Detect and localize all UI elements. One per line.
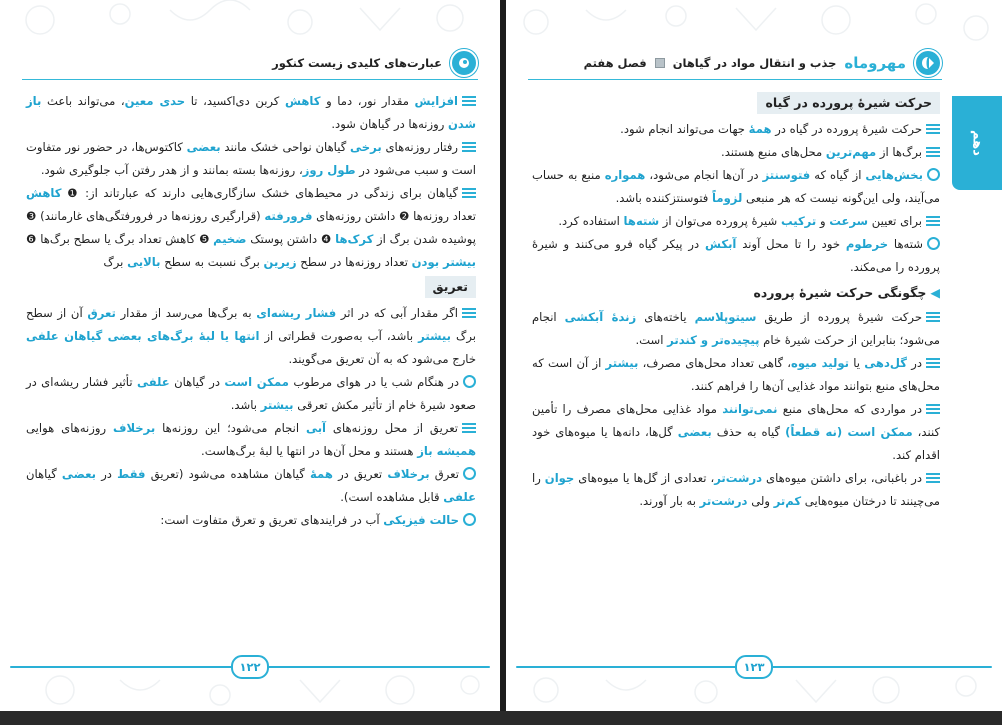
bullet-paragraph: رفتار روزنه‌های برخی گیاهان نواحی خشک مانند بعضی کاکتوس‌ها، در حضور نور متفاوت است و سبب می‌شود در طول روز، روزنه‌ها بسته بمانند و از هدر رفتن آب جلوگیری شود. (26, 140, 476, 177)
bullet-paragraph: در مواردی که محل‌های منبع نمی‌توانند مواد غذایی محل‌های مصرف را تأمین کنند، ممکن است (نه قطعاً) گیاه به حذف بعضی گل‌ها، دانه‌ها یا میوه‌های خود اقدام کند. (532, 402, 940, 462)
separator-square-icon (655, 58, 665, 68)
lines-bullet-icon (462, 423, 476, 433)
bullet-paragraph: اگر مقدار آبی که در اثر فشار ریشه‌ای به برگ‌ها می‌رسد از مقدار تعرق آن از سطح برگ بیشتر باشد، آب به‌صورت قطراتی از انتها یا لبهٔ برگ‌های بعضی گیاهان علفی خارج می‌شود که به آن تعریق می‌گویند. (26, 306, 476, 366)
highlight-term: فرورفته (264, 209, 313, 223)
highlight-term: سیتوپلاسم (694, 310, 757, 324)
bullet-paragraph: حرکت شیرهٔ پرورده از طریق سیتوپلاسم یاخته‌های زندهٔ آبکشی انجام می‌شود؛ بنابراین از حرکت شیرهٔ خام پیچیده‌تر و کندتر است. (532, 310, 940, 347)
highlight-term: لزوماً (712, 191, 743, 205)
highlight-term: علفی (136, 375, 170, 389)
highlight-term: بیشتر (605, 356, 639, 370)
header-rule (528, 79, 942, 80)
highlight-term: مهم‌ترین (825, 145, 877, 159)
highlight-term: فقط (117, 467, 146, 481)
highlight-term: حالت فیزیکی (383, 513, 459, 527)
atom-bullet-icon (927, 168, 940, 181)
highlight-term: انتها یا لبهٔ برگ‌های بعضی گیاهان علفی (26, 329, 260, 343)
highlight-term: بالایی (127, 255, 161, 269)
highlight-term: بعضی (186, 140, 221, 154)
highlight-term: همهٔ (310, 467, 333, 481)
highlight-term: آبی (305, 421, 327, 435)
right-page-content (532, 90, 940, 513)
lines-bullet-icon (462, 308, 476, 318)
highlight-term: نمی‌توانند (722, 402, 778, 416)
highlight-term: افزایش (414, 94, 459, 108)
bullet-paragraph: تعریق از محل روزنه‌های آبی انجام می‌شود؛ این روزنه‌ها برخلاف روزنه‌های هوایی همیشه باز هستند و محل آن‌ها در انتها یا لبهٔ برگ‌هاست. (26, 421, 476, 458)
highlight-term: بعضی (677, 425, 712, 439)
right-header-title: جذب و انتقال مواد در گیاهان (672, 56, 837, 70)
bullet-paragraph: گیاهان برای زندگی در محیط‌های خشک سازگاری‌هایی دارند که عبارتاند از: ❶ کاهش تعداد روزنه‌ها ❷ داشتن روزنه‌های فرورفته (قرارگیری روزنه‌ها در فرورفتگی‌های غارمانند) ❸ پوشیده شدن برگ از کرک‌ها ❹ داشتن پوستک ضخیم ❺ کاهش تعداد برگ یا سطح برگ‌ها ❻ بیشتر بودن تعداد روزنه‌ها در سطح زیرین برگ نسبت به سطح بالایی برگ (26, 186, 476, 269)
page-number: ۱۲۲ (231, 655, 269, 679)
highlight-term: سرعت (829, 214, 869, 228)
highlight-term: ممکن است (224, 375, 289, 389)
atom-bullet-icon (463, 375, 476, 388)
atom-bullet-icon (927, 237, 940, 250)
highlight-term: باز شدن (26, 94, 476, 131)
highlight-term: برخی (350, 140, 382, 154)
highlight-term: ضخیم (213, 232, 247, 246)
left-page (0, 0, 500, 711)
bullet-paragraph: حرکت شیرهٔ پرورده در گیاه در همهٔ جهات می‌تواند انجام شود. (532, 118, 940, 141)
highlight-term: تولید میوه (790, 356, 849, 370)
atom-bullet-icon (463, 513, 476, 526)
highlight-term: پیچیده‌تر و کندتر (667, 333, 760, 347)
page-number: ۱۲۳ (735, 655, 773, 679)
lines-bullet-icon (462, 96, 476, 106)
highlight-term: درشت‌تر (714, 471, 763, 485)
highlight-term: گل‌دهی (864, 356, 908, 370)
highlight-term: همواره (604, 168, 646, 182)
grade-side-tab-label: دهم (969, 130, 985, 156)
lines-bullet-icon (926, 147, 940, 157)
highlight-term: همیشه باز (417, 444, 476, 458)
brand-name: مهروماه (844, 54, 906, 72)
left-page-footer (10, 655, 490, 677)
brand-logo-icon (914, 49, 942, 77)
atom-bullet-icon (463, 467, 476, 480)
highlight-term: کرک‌ها (335, 232, 374, 246)
highlight-term: بیشتر بودن (411, 255, 476, 269)
highlight-term: ممکن است (نه قطعاً) (785, 425, 913, 439)
left-page-content (26, 90, 476, 532)
highlight-term: آبکش (704, 237, 737, 251)
bullet-paragraph: در باغبانی، برای داشتن میوه‌های درشت‌تر، تعدادی از گل‌ها یا میوه‌های جوان را می‌چینند تا درختان میوه‌هایی کم‌تر ولی درشت‌تر به بار آورند. (532, 471, 940, 508)
lines-bullet-icon (926, 216, 940, 226)
lines-bullet-icon (926, 404, 940, 414)
highlight-term: ترکیب (780, 214, 817, 228)
lines-bullet-icon (926, 473, 940, 483)
bullet-paragraph: برگ‌ها از مهم‌ترین محل‌های منبع هستند. (532, 141, 940, 164)
note-paragraph: حالت فیزیکی آب در فرایندهای تعریق و تعرق متفاوت است: (26, 509, 476, 532)
left-page-header (22, 46, 478, 80)
highlight-term: بیشتر (260, 398, 294, 412)
bullet-paragraph: در گل‌دهی یا تولید میوه، گاهی تعداد محل‌های مصرف، بیشتر از آن است که محل‌های منبع بتوانند مواد غذایی آن‌ها را فراهم کنند. (532, 356, 940, 393)
highlight-term: شته‌ها (623, 214, 660, 228)
note-paragraph: شته‌ها خرطوم خود را تا محل آوند آبکش در پیکر گیاه فرو می‌کنند و شیرهٔ پرورده را می‌مکند. (532, 237, 940, 274)
chapter-logo-icon (450, 49, 478, 77)
bullet-paragraph: افزایش مقدار نور، دما و کاهش کربن دی‌اکسید، تا حدی معین، می‌تواند باعث باز شدن روزنه‌ها در گیاهان شود. (26, 94, 476, 131)
highlight-term: زیرین (263, 255, 297, 269)
highlight-term: برخلاف (113, 421, 156, 435)
highlight-term: فشار ریشه‌ای (256, 306, 337, 320)
highlight-term: بخش‌هایی (865, 168, 923, 182)
section-heading: حرکت شیرهٔ پرورده در گیاه (757, 92, 940, 114)
bullet-paragraph: برای تعیین سرعت و ترکیب شیرهٔ پرورده می‌توان از شته‌ها استفاده کرد. (532, 210, 940, 233)
triangle-marker-icon: ◀ (930, 285, 940, 300)
left-header-title: عبارت‌های کلیدی زیست کنکور (272, 56, 442, 70)
highlight-term: کاهش (26, 186, 62, 200)
note-paragraph: بخش‌هایی از گیاه که فتوسنتز در آن‌ها انجام می‌شود، همواره منبع به حساب می‌آیند، ولی این‌گونه نیست که هر منبعی لزوماً فتوسنتزکننده باشد. (532, 168, 940, 205)
highlight-term: برخلاف (387, 467, 430, 481)
highlight-term: بیشتر (418, 329, 451, 343)
lines-bullet-icon (926, 358, 940, 368)
note-paragraph: در هنگام شب یا در هوای مرطوب ممکن است در گیاهان علفی تأثیر فشار ریشه‌ای در صعود شیرهٔ خام از تأثیر مکش تعرقی بیشتر باشد. (26, 375, 476, 412)
highlight-term: طول روز (302, 163, 356, 177)
note-paragraph: تعرق برخلاف تعریق در همهٔ گیاهان مشاهده می‌شود (تعریق فقط در بعضی گیاهان علفی قابل مشاهده است). (26, 467, 476, 504)
highlight-term: کم‌تر (773, 494, 802, 508)
right-page-footer (516, 655, 992, 677)
highlight-term: زندهٔ آبکشی (564, 310, 637, 324)
header-rule (22, 79, 478, 80)
highlight-term: بعضی (61, 467, 96, 481)
right-page (506, 0, 1002, 711)
lines-bullet-icon (926, 312, 940, 322)
highlight-term: جوان (544, 471, 575, 485)
highlight-term: تعرق (87, 306, 116, 320)
viewer-bottom-bar (0, 711, 1002, 725)
right-page-header (528, 46, 942, 80)
highlight-term: درشت‌تر (699, 494, 748, 508)
highlight-term: علفی (443, 490, 476, 504)
chapter-label: فصل هفتم (583, 56, 647, 70)
subsection-heading: ◀چگونگی حرکت شیرهٔ پرورده (753, 285, 940, 300)
lines-bullet-icon (462, 188, 476, 198)
highlight-term: فتوسنتز (762, 168, 811, 182)
lines-bullet-icon (462, 142, 476, 152)
highlight-term: حدی معین (124, 94, 186, 108)
section-heading: تعریق (425, 276, 477, 298)
highlight-term: خرطوم (845, 237, 889, 251)
grade-side-tab (952, 96, 1002, 190)
highlight-term: همهٔ (748, 122, 772, 136)
lines-bullet-icon (926, 124, 940, 134)
highlight-term: کاهش (284, 94, 321, 108)
